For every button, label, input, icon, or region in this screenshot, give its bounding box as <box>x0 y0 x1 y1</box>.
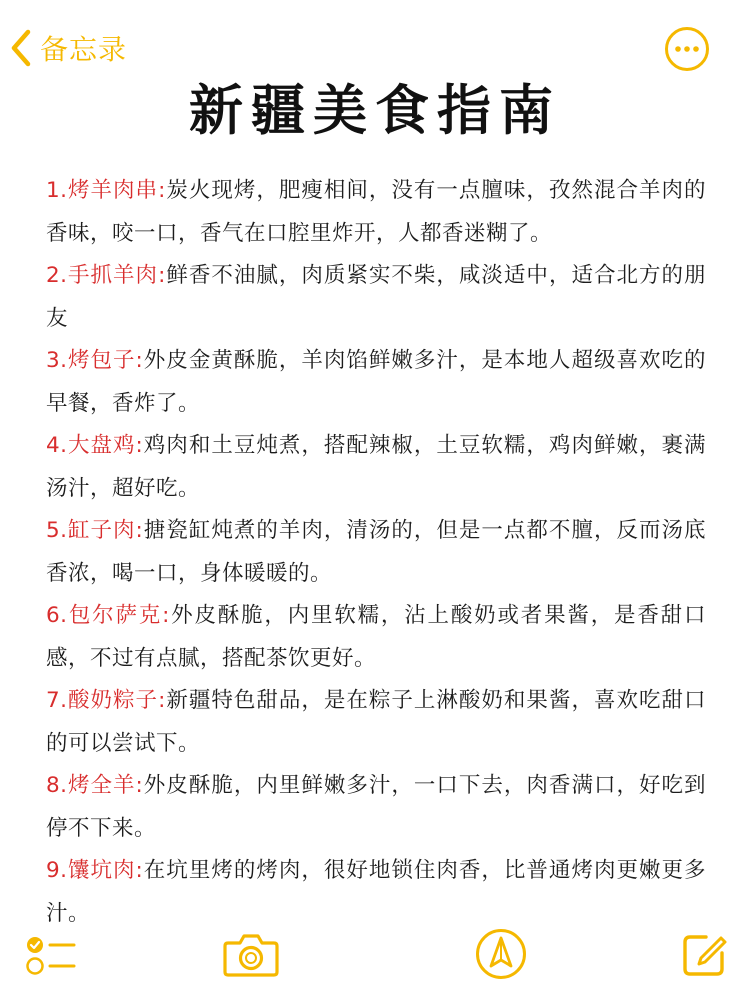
list-item: 6.包尔萨克:外皮酥脆，内里软糯，沾上酸奶或者果酱，是香甜口感，不过有点腻，搭配茶饮更好。 <box>46 603 706 671</box>
dish-name: 包尔萨克 <box>67 603 163 628</box>
list-item: 1.烤羊肉串:炭火现烤，肥瘦相间，没有一点膻味，孜然混合羊肉的香味，咬一口，香气在口腔里炸开，人都香迷糊了。 <box>46 178 706 246</box>
list-item: 4.大盘鸡:鸡肉和土豆炖煮，搭配辣椒，土豆软糯，鸡肉鲜嫩，裹满汤汁，超好吃。 <box>46 433 706 501</box>
back-label: 备忘录 <box>40 33 128 66</box>
dish-name: 酸奶粽子 <box>67 688 159 713</box>
top-navigation-bar <box>0 0 750 70</box>
list-item: 5.缸子肉:搪瓷缸炖煮的羊肉，清汤的，但是一点都不膻，反而汤底香浓，喝一口，身体暖暖的。 <box>46 518 706 586</box>
list-item: 2.手抓羊肉:鲜香不油腻，肉质紧实不柴，咸淡适中，适合北方的朋友 <box>46 263 706 331</box>
dish-name: 烤羊肉串 <box>67 178 159 203</box>
checklist-icon <box>26 962 78 981</box>
note-title: 新疆美食指南 <box>189 79 561 142</box>
dish-description: 新疆特色甜品，是在粽子上淋酸奶和果酱，喜欢吃甜口的可以尝试下。 <box>46 688 706 756</box>
compose-button[interactable] <box>680 931 728 983</box>
dish-description: 外皮金黄酥脆，羊肉馅鲜嫩多汁，是本地人超级喜欢吃的早餐，香炸了。 <box>46 348 706 416</box>
markup-button[interactable] <box>474 927 528 985</box>
dish-description: 外皮酥脆，内里鲜嫩多汁，一口下去，肉香满口，好吃到停不下来。 <box>46 773 706 841</box>
bottom-toolbar <box>0 925 750 1000</box>
more-button[interactable] <box>664 26 710 72</box>
note-body[interactable] <box>46 170 706 935</box>
dish-name: 手抓羊肉 <box>67 263 159 288</box>
dish-name: 馕坑肉 <box>67 858 136 883</box>
dish-name: 烤包子 <box>67 348 136 373</box>
list-item: 9.馕坑肉:在坑里烤的烤肉，很好地锁住肉香，比普通烤肉更嫩更多汁。 <box>46 858 706 926</box>
list-item: 7.酸奶粽子:新疆特色甜品，是在粽子上淋酸奶和果酱，喜欢吃甜口的可以尝试下。 <box>46 688 706 756</box>
dish-description: 炭火现烤，肥瘦相间，没有一点膻味，孜然混合羊肉的香味，咬一口，香气在口腔里炸开，人都香迷糊了。 <box>46 178 706 246</box>
dish-name: 大盘鸡 <box>67 433 136 458</box>
dish-description: 鲜香不油腻，肉质紧实不柴，咸淡适中，适合北方的朋友 <box>46 263 706 331</box>
checklist-button[interactable] <box>26 933 78 981</box>
pen-markup-icon <box>474 966 528 985</box>
list-item: 8.烤全羊:外皮酥脆，内里鲜嫩多汁，一口下去，肉香满口，好吃到停不下来。 <box>46 773 706 841</box>
dish-description: 在坑里烤的烤肉，很好地锁住肉香，比普通烤肉更嫩更多汁。 <box>46 858 706 926</box>
chevron-left-icon <box>8 28 34 68</box>
dish-description: 外皮酥脆，内里软糯，沾上酸奶或者果酱，是香甜口感，不过有点腻，搭配茶饮更好。 <box>46 603 706 671</box>
dish-description: 搪瓷缸炖煮的羊肉，清汤的，但是一点都不膻，反而汤底香浓，喝一口，身体暖暖的。 <box>46 518 706 586</box>
camera-icon <box>222 964 280 983</box>
compose-icon <box>680 964 728 983</box>
camera-button[interactable] <box>222 929 280 983</box>
dish-name: 烤全羊 <box>67 773 136 798</box>
list-item: 3.烤包子:外皮金黄酥脆，羊肉馅鲜嫩多汁，是本地人超级喜欢吃的早餐，香炸了。 <box>46 348 706 416</box>
dish-name: 缸子肉 <box>67 518 136 543</box>
dish-description: 鸡肉和土豆炖煮，搭配辣椒，土豆软糯，鸡肉鲜嫩，裹满汤汁，超好吃。 <box>46 433 706 501</box>
back-button[interactable] <box>8 28 127 68</box>
